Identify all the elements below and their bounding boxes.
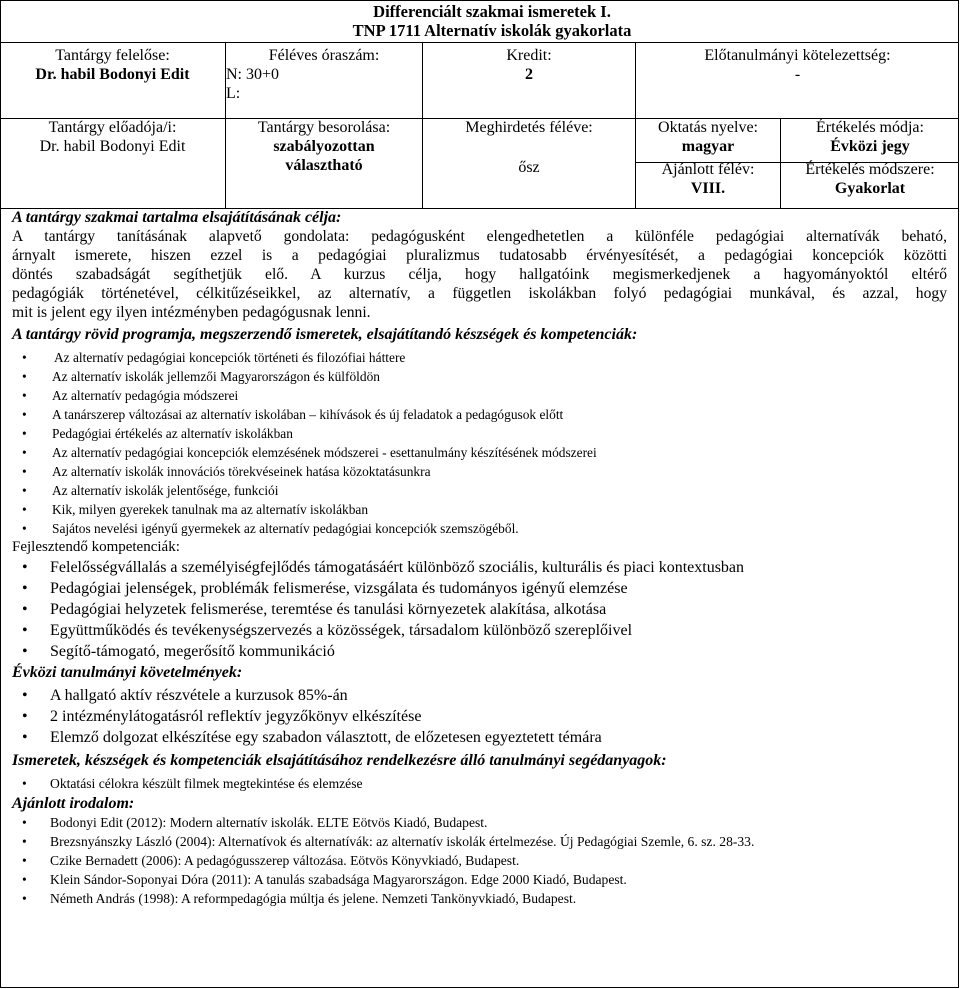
language-cell [636,118,781,208]
list-item: • 2 intézménylátogatásról reflektív jegyzőkönyv elkészítése [0,706,959,727]
program-list [0,348,959,538]
course-body [0,208,959,908]
list-item: • Segítő-támogató, megerősítő kommunikáció [0,641,959,662]
credit-label: Kredit: [506,47,552,64]
program-heading: A tantárgy rövid programja, megszerzendő ismeretek, elsajátítandó készségek és kompetenciák: [12,326,638,343]
list-item: • Felelősségvállalás a személyiségfejlődés támogatásáért különböző szociális, kulturális és piaci kontextusban [0,557,959,578]
evaluation-label: Értékelés módja: [816,119,924,136]
materials-list [0,774,959,793]
list-item: • Sajátos nevelési igényű gyermekek az alternatív pedagógiai koncepciók szemszögéből. [0,519,959,538]
goal-line: pedagógiák történetével, célkitűzéseikkel, az alternatív, a független iskolákban folyó pedagógiai munkával, és azzal, hogy [12,285,947,302]
course-title [342,2,642,40]
lecturer-label: Tantárgy előadója/i: [48,119,177,136]
semester-cell [423,118,636,208]
goal-line: árnyalt ismerete, hiszen ezzel is a pedagógiai pluralizmus tudatosabb érvényesítését, a pedagógiai koncepciók közötti [12,247,947,264]
requirements-list [0,685,959,748]
classification-value-1: szabályozottan [273,138,375,155]
list-item: • Németh András (1998): A reformpedagógia múltja és jelene. Nemzeti Tankönyvkiadó, Budapest. [0,889,959,908]
evaluation-cell [781,118,959,208]
header-row-1 [0,42,959,118]
list-item: • Pedagógiai jelenségek, problémák felismerése, vizsgálata és tudományos igényű elemzése [0,578,959,599]
requirements-heading: Évközi tanulmányi követelmények: [12,664,243,681]
lecturer-cell [0,118,226,208]
recommended-semester-label: Ajánlott félév: [661,161,755,178]
list-item: • Kik, milyen gyerekek tanulnak ma az alternatív iskolákban [0,500,959,519]
classification-label: Tantárgy besorolása: [257,119,391,136]
responsible-cell [0,42,226,118]
course-title-line2: TNP 1711 Alternatív iskolák gyakorlata [352,21,632,40]
header-divider-2 [0,118,959,119]
language-value: magyar [681,138,735,155]
list-item: • Az alternatív pedagógiai koncepciók történeti és filozófiai háttere [0,348,959,367]
list-item: • Az alternatív iskolák jelentősége, funkciói [0,481,959,500]
list-item: • Oktatási célokra készült filmek megtekintése és elemzése [0,774,959,793]
list-item: • Elemző dolgozat elkészítése egy szabadon választott, de előzetesen egyeztetett témára [0,727,959,748]
list-item: • Brezsnyánszky László (2004): Alternatívok és alternatívák: az alternatív iskolák értelmezése. Új Pedagógiai Szemle, 6. sz. 28-33. [0,832,959,851]
goal-line: mit is jelent egy ilyen intézményben pedagógusnak lenni. [12,304,371,321]
goal-line: döntés szabadságát segíthetjük elő. A kurzus célja, hogy hallgatóink megismerkedjenek a hagyományoktól eltérő [12,266,947,283]
credit-cell [423,42,636,118]
evaluation-value: Évközi jegy [830,138,910,155]
classification-value-2: választható [285,157,363,174]
classification-cell [226,118,423,208]
semester-label: Meghirdetés féléve: [465,119,593,136]
competences-list [0,557,959,662]
prerequisite-cell [636,42,959,118]
course-title-line1: Differenciált szakmai ismeretek I. [373,2,611,21]
credit-value: 2 [525,66,533,83]
list-item: • Az alternatív pedagógia módszerei [0,386,959,405]
responsible-label: Tantárgy felelőse: [55,47,170,64]
recommended-semester-value: VIII. [690,180,726,197]
list-item: • Az alternatív pedagógiai koncepciók elemzésének módszerei - esettanulmány készítésének módszerei [0,443,959,462]
goal-line: A tantárgy tanításának alapvető gondolata: pedagógusként elengedhetetlen a különféle pedagógiai alternatívák beható, [12,228,947,245]
evaluation-method-label: Értékelés módszere: [805,161,935,178]
list-item: • A tanárszerep változásai az alternatív iskolában – kihívások és új feladatok a pedagógusok előtt [0,405,959,424]
hours-cell [226,42,423,118]
goal-heading: A tantárgy szakmai tartalma elsajátításának célja: [12,209,342,226]
header-divider-3 [636,162,959,163]
list-item: • Az alternatív iskolák jellemzői Magyarországon és külföldön [0,367,959,386]
hours-label: Féléves óraszám: [268,47,380,64]
list-item: • Klein Sándor-Soponyai Dóra (2011): A tanulás szabadsága Magyarországon. Edge 2000 Kiadó, Budapest. [0,870,959,889]
evaluation-method-value: Gyakorlat [834,180,906,197]
materials-heading: Ismeretek, készségek és kompetenciák elsajátításához rendelkezésre álló tanulmányi segédanyagok: [12,752,667,769]
hours-n: N: 30+0 [226,66,280,83]
list-item: • A hallgató aktív részvétele a kurzusok 85%-án [0,685,959,706]
prerequisite-label: Előtanulmányi kötelezettség: [704,47,891,64]
list-item: • Bodonyi Edit (2012): Modern alternatív iskolák. ELTE Eötvös Kiadó, Budapest. [0,813,959,832]
list-item: • Czike Bernadett (2006): A pedagógusszerep változása. Eötvös Könyvkiadó, Budapest. [0,851,959,870]
lecturer-value: Dr. habil Bodonyi Edit [39,138,186,155]
prerequisite-value: - [794,66,801,83]
list-item: • Együttműködés és tevékenységszervezés a közösségek, társadalom különböző szereplőivel [0,620,959,641]
goal-text [0,227,959,322]
list-item: • Pedagógiai helyzetek felismerése, teremtése és tanulási környezetek alakítása, alkotása [0,599,959,620]
language-label: Oktatás nyelve: [658,119,758,136]
header-divider-1 [0,42,959,43]
list-item: • Az alternatív iskolák innovációs törekvéseinek hatása közoktatásunkra [0,462,959,481]
semester-value: ősz [518,159,540,176]
literature-heading: Ajánlott irodalom: [12,795,135,812]
course-header-grid [0,0,959,208]
header-row-2 [0,118,959,208]
list-item: • Pedagógiai értékelés az alternatív iskolákban [0,424,959,443]
literature-list [0,813,959,908]
responsible-value: Dr. habil Bodonyi Edit [35,66,190,83]
competences-heading: Fejlesztendő kompetenciák: [12,539,180,555]
hours-l: L: [226,85,241,102]
